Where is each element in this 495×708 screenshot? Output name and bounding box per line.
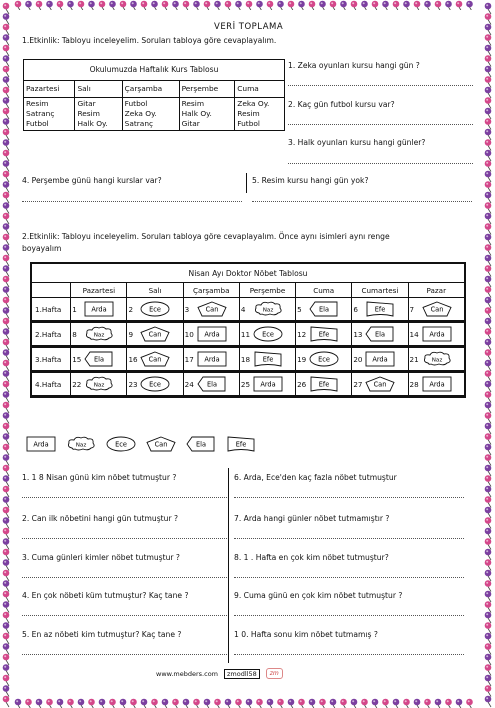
rect-shape: [253, 376, 283, 392]
hexagon-shape: [84, 351, 114, 367]
duty-cell[interactable]: [71, 372, 127, 397]
answer-line[interactable]: [22, 654, 227, 655]
shape-name: Can: [373, 380, 387, 389]
answer-line[interactable]: [22, 201, 242, 202]
shape-name: Ela: [195, 440, 207, 449]
cloud-shape: [422, 351, 452, 367]
shape-name: Efe: [262, 355, 274, 364]
answer-line[interactable]: [22, 497, 227, 498]
duty-cell[interactable]: [183, 322, 239, 347]
legend-item: [66, 436, 96, 452]
day-number: 11: [240, 329, 251, 339]
course-item: Zeka Oy.: [237, 99, 270, 108]
shape-name: Naz: [431, 357, 442, 364]
cloud-shape: [84, 376, 114, 392]
day-number: 24: [184, 379, 194, 389]
week-label: 3.Hafta: [31, 347, 71, 372]
duty-cell[interactable]: [408, 372, 465, 397]
oval-shape: [106, 436, 136, 452]
day-number: 13: [353, 329, 363, 339]
day-number: 8: [72, 329, 77, 339]
course-cell: [179, 98, 235, 131]
course-day-header: Pazartesi: [24, 81, 75, 98]
day-number: 3: [184, 304, 190, 314]
corner-cell: [31, 283, 71, 298]
duty-cell[interactable]: [239, 347, 295, 372]
shape-name: Efe: [318, 330, 330, 339]
duty-table: [30, 262, 466, 398]
a2-question-7: 7. Arda hangi günler nöbet tutmamıştır ?: [234, 514, 390, 523]
pentagon-shape: [140, 351, 170, 367]
hexagon-shape: [365, 326, 395, 342]
answer-line[interactable]: [234, 577, 464, 578]
duty-cell[interactable]: [296, 298, 352, 322]
shape-name: Can: [149, 355, 162, 364]
shape-name: Naz: [93, 332, 105, 339]
answer-line[interactable]: [252, 201, 472, 202]
cloud-shape: [66, 436, 96, 452]
course-day-header: Salı: [75, 81, 122, 98]
cloud-shape: [253, 301, 283, 317]
day-number: 5: [297, 304, 302, 314]
duty-cell[interactable]: [352, 372, 408, 397]
answer-line[interactable]: [288, 124, 473, 125]
a2-question-1: 1. 1 8 Nisan günü kim nöbet tutmuştur ?: [22, 473, 177, 482]
duty-cell[interactable]: [296, 322, 352, 347]
course-day-header: Cuma: [235, 81, 285, 98]
rect-shape: [197, 326, 227, 342]
answer-line[interactable]: [234, 538, 464, 539]
course-item: Halk Oy.: [77, 119, 108, 128]
shape-name: Ela: [375, 330, 386, 339]
shape-name: Ece: [318, 355, 331, 364]
decorative-border-bottom: [0, 698, 495, 708]
pentagon-shape: [365, 376, 395, 392]
course-cell: [122, 98, 179, 131]
duty-day-header: Pazartesi: [71, 283, 127, 298]
name-legend: [26, 436, 256, 452]
legend-item: [26, 436, 56, 452]
legend-item: [186, 436, 216, 452]
shape-name: Arda: [204, 330, 220, 339]
flag-shape: [309, 326, 339, 342]
duty-week-row: [31, 322, 465, 347]
a2-question-9: 9. Cuma günü en çok kim nöbet tutmuştur ?: [234, 591, 403, 600]
answer-line[interactable]: [22, 538, 227, 539]
shape-name: Efe: [375, 305, 386, 314]
a1-question-5: 5. Resim kursu hangi gün yok?: [252, 176, 369, 185]
oval-shape: [140, 301, 170, 317]
footer: [156, 668, 283, 679]
pentagon-shape: [422, 301, 452, 317]
shape-name: Naz: [262, 307, 274, 314]
day-number: 14: [409, 329, 419, 339]
questions-divider: [228, 468, 229, 663]
legend-item: [106, 436, 136, 452]
answer-line[interactable]: [288, 163, 473, 164]
shape-name: Arda: [204, 355, 220, 364]
duty-cell[interactable]: [296, 347, 352, 372]
shape-name: Arda: [372, 355, 388, 364]
a2-question-3: 3. Cuma günleri kimler nöbet tutmuştur ?: [22, 553, 180, 562]
answer-line[interactable]: [22, 577, 227, 578]
a1-question-3: 3. Halk oyunları kursu hangi günler?: [288, 138, 426, 147]
course-item: Gitar: [181, 119, 200, 128]
flag-shape: [226, 436, 256, 452]
day-number: 26: [297, 379, 307, 389]
a1-question-4: 4. Perşembe günü hangi kurslar var?: [22, 176, 162, 185]
course-item: Futbol: [124, 99, 148, 108]
flag-shape: [365, 301, 395, 317]
rect-shape: [26, 436, 56, 452]
a2-question-4: 4. En çok nöbeti küm tutmuştur? Kaç tane ?: [22, 591, 189, 600]
rect-shape: [422, 326, 452, 342]
a2-question-2: 2. Can ilk nöbetini hangi gün tutmuştur ?: [22, 514, 179, 523]
pentagon-shape: [146, 436, 176, 452]
rect-shape: [365, 351, 395, 367]
decorative-border-right: [481, 0, 495, 708]
a2-question-5: 5. En az nöbeti kim tutmuştur? Kaç tane ?: [22, 630, 182, 639]
oval-shape: [140, 376, 170, 392]
pentagon-shape: [197, 301, 227, 317]
shape-name: Efe: [318, 380, 330, 389]
activity1-instruction: 1.Etkinlik: Tabloyu inceleyelim. Soruları tabloya göre cevaplayalım.: [22, 36, 277, 45]
shape-name: Can: [205, 305, 219, 314]
duty-day-header: Cuma: [296, 283, 352, 298]
answer-line[interactable]: [288, 85, 473, 86]
day-number: 18: [240, 354, 251, 364]
duty-day-header: Çarşamba: [183, 283, 239, 298]
a2-question-8: 8. 1 . Hafta en çok kim nöbet tutmuştur?: [234, 553, 389, 562]
course-cell: [235, 98, 285, 131]
course-cell: [24, 98, 75, 131]
shape-name: Can: [149, 330, 162, 339]
a2-question-10: 1 0. Hafta sonu kim nöbet tutmamış ?: [234, 630, 378, 639]
course-item: Satranç: [26, 109, 55, 118]
answer-line[interactable]: [234, 615, 464, 616]
week-label: 1.Hafta: [31, 298, 71, 322]
course-item: Futbol: [26, 119, 49, 128]
day-number: 17: [184, 354, 194, 364]
footer-site: www.mebders.com: [156, 669, 219, 678]
footer-logo: zm: [266, 668, 283, 679]
activity2-instruction: 2.Etkinlik: Tabloyu inceleyelim. Soruları tabloya göre cevaplayalım. Önce aynı isimleri aynı renge: [22, 232, 390, 241]
day-number: 28: [409, 379, 419, 389]
day-number: 25: [240, 379, 251, 389]
course-item: Halk Oy.: [181, 109, 212, 118]
duty-cell[interactable]: [239, 322, 295, 347]
a1-question-2: 2. Kaç gün futbol kursu var?: [288, 100, 395, 109]
course-day-header: Perşembe: [179, 81, 235, 98]
shape-name: Ece: [149, 305, 162, 314]
course-table: [23, 59, 285, 131]
day-number: 9: [128, 329, 134, 339]
duty-cell[interactable]: [183, 347, 239, 372]
shape-name: Arda: [91, 305, 107, 314]
duty-cell[interactable]: [71, 322, 127, 347]
hexagon-shape: [197, 376, 227, 392]
duty-week-row: [31, 372, 465, 397]
pentagon-shape: [140, 326, 170, 342]
course-item: Futbol: [237, 119, 260, 128]
shape-name: Efe: [235, 440, 247, 449]
duty-cell[interactable]: [127, 372, 183, 397]
shape-name: Naz: [75, 442, 87, 449]
shape-name: Can: [154, 440, 168, 449]
duty-week-row: [31, 298, 465, 322]
day-number: 10: [184, 329, 194, 339]
day-number: 4: [240, 304, 246, 314]
duty-week-row: [31, 347, 465, 372]
duty-cell[interactable]: [183, 298, 239, 322]
shape-name: Arda: [260, 380, 276, 389]
shape-name: Naz: [93, 382, 105, 389]
day-number: 1: [72, 304, 77, 314]
day-number: 22: [72, 379, 82, 389]
oval-shape: [253, 326, 283, 342]
duty-cell[interactable]: [408, 347, 465, 372]
shape-name: Ece: [115, 440, 127, 449]
hexagon-shape: [186, 436, 216, 452]
course-item: Zeka Oy.: [124, 109, 157, 118]
day-number: 7: [409, 304, 415, 314]
course-item: Resim: [77, 109, 100, 118]
course-day-header: Çarşamba: [122, 81, 179, 98]
duty-cell[interactable]: [71, 298, 127, 322]
course-item: Gitar: [77, 99, 96, 108]
duty-day-header: Perşembe: [239, 283, 295, 298]
decorative-border-left: [0, 0, 14, 708]
duty-cell[interactable]: [127, 322, 183, 347]
week-label: 2.Hafta: [31, 322, 71, 347]
day-number: 15: [72, 354, 82, 364]
day-number: 19: [297, 354, 307, 364]
duty-cell[interactable]: [127, 347, 183, 372]
day-number: 16: [128, 354, 138, 364]
day-number: 20: [353, 354, 363, 364]
day-number: 27: [353, 379, 363, 389]
course-table-title: Okulumuzda Haftalık Kurs Tablosu: [24, 60, 285, 81]
rect-shape: [422, 376, 452, 392]
course-item: Resim: [26, 99, 49, 108]
shape-name: Arda: [428, 330, 445, 339]
course-item: Resim: [237, 109, 260, 118]
duty-cell[interactable]: [239, 372, 295, 397]
shape-name: Ece: [261, 330, 274, 339]
duty-cell[interactable]: [352, 298, 408, 322]
duty-day-header: Pazar: [408, 283, 465, 298]
day-number: 12: [297, 329, 307, 339]
flag-shape: [253, 351, 283, 367]
duty-cell[interactable]: [71, 347, 127, 372]
answer-line[interactable]: [22, 615, 227, 616]
legend-item: [226, 436, 256, 452]
duty-table-title: Nisan Ayı Doktor Nöbet Tablosu: [31, 263, 465, 283]
shape-name: Ela: [206, 380, 217, 389]
oval-shape: [309, 351, 339, 367]
a1-question-1: 1. Zeka oyunları kursu hangi gün ?: [288, 61, 420, 70]
week-label: 4.Hafta: [31, 372, 71, 397]
cloud-shape: [84, 326, 114, 342]
shape-name: Ece: [149, 380, 162, 389]
day-number: 23: [128, 379, 138, 389]
flag-shape: [309, 376, 339, 392]
duty-cell[interactable]: [408, 298, 465, 322]
hexagon-shape: [309, 301, 339, 317]
duty-cell[interactable]: [296, 372, 352, 397]
shape-name: Ela: [319, 305, 330, 314]
activity2-instruction-2: boyayalım: [22, 244, 62, 253]
shape-name: Arda: [428, 380, 445, 389]
course-item: Resim: [181, 99, 205, 108]
page-title: VERİ TOPLAMA: [214, 22, 284, 32]
answer-line[interactable]: [234, 654, 464, 655]
day-number: 2: [128, 304, 134, 314]
shape-name: Can: [430, 305, 443, 314]
shape-name: Ela: [94, 355, 105, 364]
duty-day-header: Cumartesi: [352, 283, 408, 298]
course-cell: [75, 98, 122, 131]
divider: [246, 173, 247, 193]
rect-shape: [197, 351, 227, 367]
legend-item: [146, 436, 176, 452]
worksheet: [16, 8, 479, 698]
a2-question-6: 6. Arda, Ece'den kaç fazla nöbet tutmuştur: [234, 473, 397, 482]
rect-shape: [84, 301, 114, 317]
duty-cell[interactable]: [239, 298, 295, 322]
footer-code: zmodll58: [224, 669, 260, 679]
duty-cell[interactable]: [183, 372, 239, 397]
duty-cell[interactable]: [352, 347, 408, 372]
answer-line[interactable]: [234, 497, 464, 498]
duty-cell[interactable]: [408, 322, 465, 347]
duty-day-header: Salı: [127, 283, 183, 298]
day-number: 6: [353, 304, 358, 314]
shape-name: Arda: [33, 440, 49, 449]
course-item: Satranç: [124, 119, 154, 128]
day-number: 21: [409, 354, 419, 364]
duty-cell[interactable]: [127, 298, 183, 322]
duty-cell[interactable]: [352, 322, 408, 347]
